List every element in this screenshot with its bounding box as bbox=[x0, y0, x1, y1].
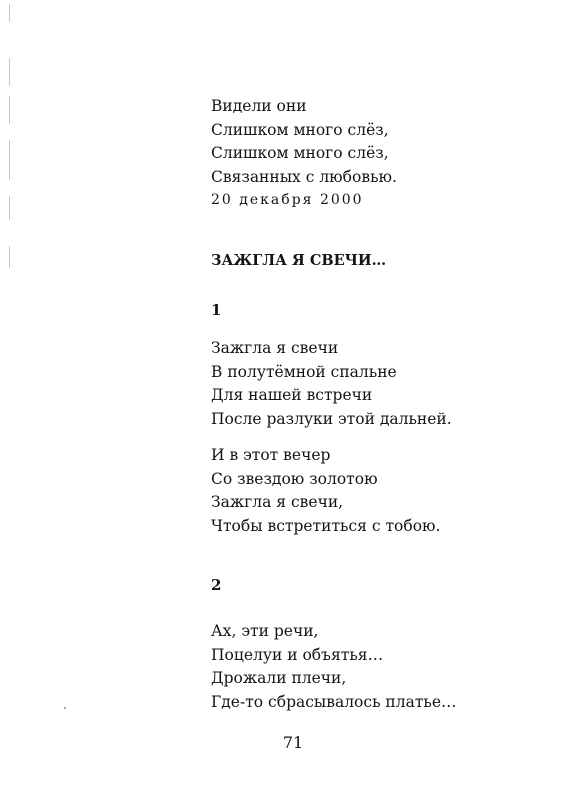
poem-line: Зажгла я свечи bbox=[211, 339, 339, 357]
section2-stanza1 bbox=[211, 620, 571, 714]
scan-margin-mark bbox=[9, 140, 10, 180]
poem-line: Ах, эти речи, bbox=[211, 622, 319, 640]
poem-line: Видели они bbox=[211, 97, 307, 115]
poem-title: ЗАЖГЛА Я СВЕЧИ… bbox=[211, 252, 387, 269]
poem-line: Слишком много слёз, bbox=[211, 120, 389, 139]
poem-date: 20 декабря 2000 bbox=[211, 192, 364, 208]
poem-line: Зажгла я свечи, bbox=[211, 493, 344, 512]
poem-line: Дрожали плечи, bbox=[211, 669, 347, 688]
scan-margin-mark bbox=[9, 96, 10, 124]
section-number-1: 1 bbox=[211, 301, 222, 319]
poem-line: Со звездою золотою bbox=[211, 469, 378, 488]
section-number-2: 2 bbox=[211, 576, 222, 594]
scan-margin-mark bbox=[9, 246, 10, 268]
scan-margin-mark bbox=[9, 58, 10, 86]
poem-line: Чтобы встретиться с тобою. bbox=[211, 516, 441, 535]
scan-margin-mark bbox=[9, 196, 10, 220]
poem-line: После разлуки этой дальней. bbox=[211, 409, 452, 428]
poem-line: И в этот вечер bbox=[211, 446, 331, 464]
poem-line: Где-то сбрасывалось платье… bbox=[211, 692, 457, 711]
section1-stanza2 bbox=[211, 444, 571, 538]
poem-line: Поцелуи и объятья… bbox=[211, 645, 384, 664]
scan-speck bbox=[64, 707, 66, 709]
poem-line: Для нашей встречи bbox=[211, 386, 373, 405]
page-number: 71 bbox=[282, 733, 304, 752]
poem-line: Связанных с любовью. bbox=[211, 167, 397, 186]
poem-line: В полутёмной спальне bbox=[211, 362, 397, 381]
section1-stanza1 bbox=[211, 337, 571, 431]
stanza-intro bbox=[211, 95, 571, 189]
poem-line: Слишком много слёз, bbox=[211, 144, 389, 163]
scan-margin-mark bbox=[9, 4, 10, 22]
